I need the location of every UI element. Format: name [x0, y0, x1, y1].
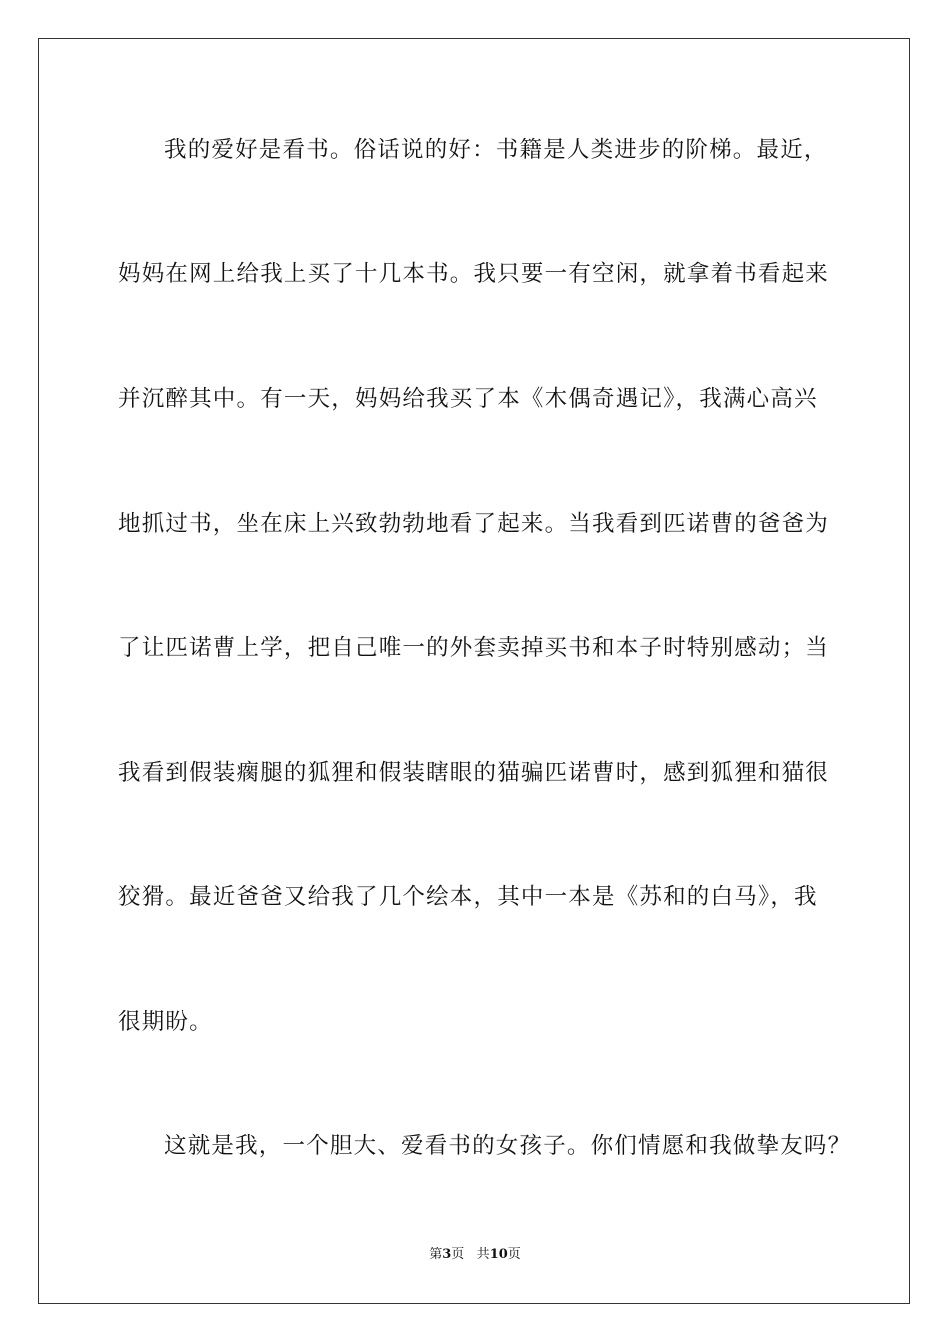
footer-total-prefix: 共: [476, 1247, 490, 1262]
paragraph-1-line-2: 妈妈在网上给我上买了十几本书。我只要一有空闲，就拿着书看起来: [118, 261, 830, 287]
footer-page-prefix: 第: [429, 1247, 443, 1262]
paragraph-1-line-3: 并沉醉其中。有一天，妈妈给我买了本《木偶奇遇记》，我满心高兴: [118, 386, 818, 412]
footer-page-number: 3: [442, 1247, 452, 1262]
footer-page-suffix: 页: [451, 1247, 465, 1262]
paragraph-2-line-1: 这就是我，一个胆大、爱看书的女孩子。你们情愿和我做挚友吗？: [164, 1133, 852, 1159]
footer-total-suffix: 页: [507, 1247, 521, 1262]
paragraph-1-line-6: 我看到假装瘸腿的狐狸和假装瞎眼的猫骗匹诺曹时，感到狐狸和猫很: [118, 760, 830, 786]
paragraph-1-line-7: 狡猾。最近爸爸又给我了几个绘本，其中一本是《苏和的白马》，我: [118, 884, 818, 910]
page-footer: [0, 1246, 950, 1264]
paragraph-1-line-1: 我的爱好是看书。俗话说的好：书籍是人类进步的阶梯。最近，: [164, 137, 828, 163]
page-border: [38, 38, 910, 1304]
paragraph-1-line-8: 很期盼。: [118, 1009, 213, 1035]
paragraph-1-line-4: 地抓过书，坐在床上兴致勃勃地看了起来。当我看到匹诺曹的爸爸为: [118, 511, 830, 537]
paragraph-1-line-5: 了让匹诺曹上学，把自己唯一的外套卖掉买书和本子时特别感动；当: [118, 635, 830, 661]
footer-total-pages: 10: [489, 1247, 508, 1262]
